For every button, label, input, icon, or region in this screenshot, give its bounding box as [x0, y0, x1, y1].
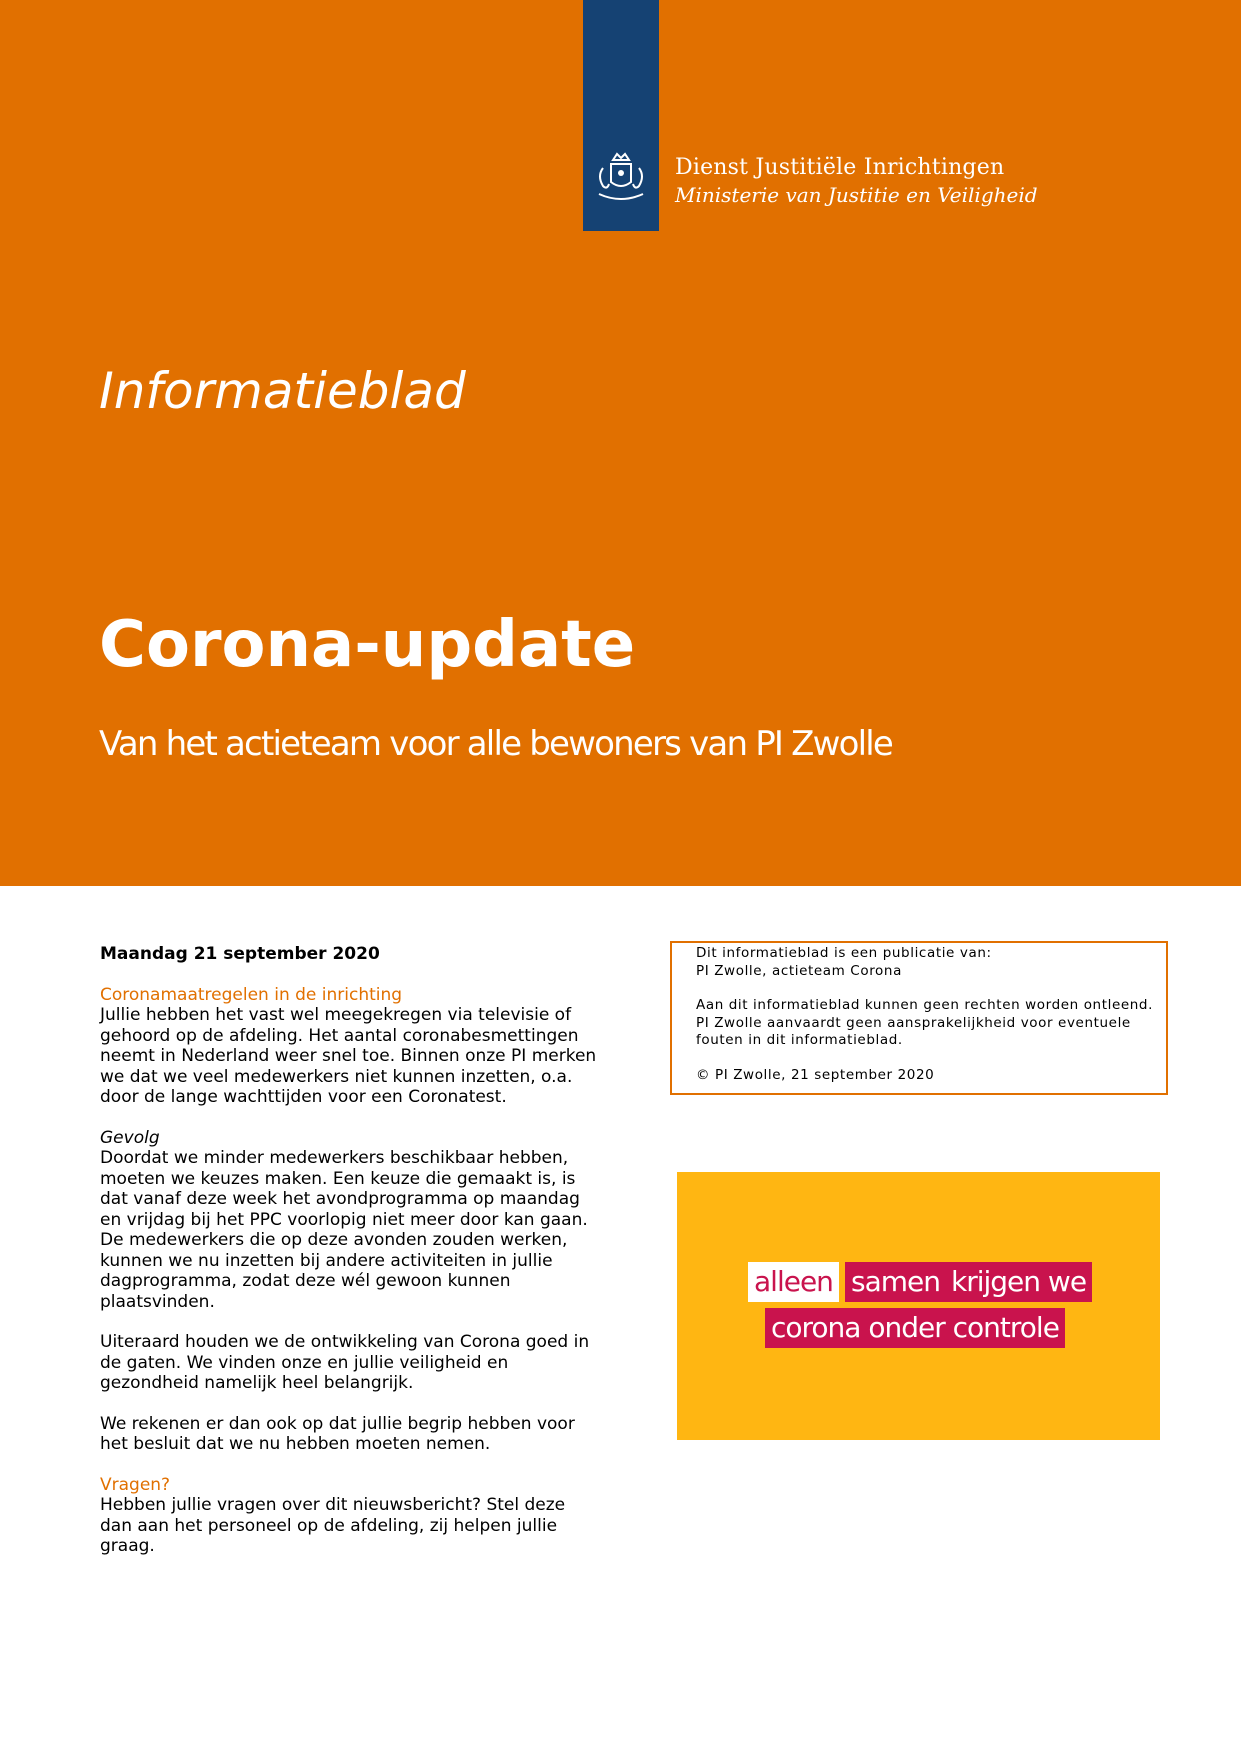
organization-name: Dienst Justitiële Inrichtingen: [675, 155, 1005, 180]
paragraph: Uiteraard houden we de ontwikkeling van Corona goed in de gaten. We vinden onze en jullie veiligheid en gezondheid namelijk heel belangrijk.: [100, 1332, 590, 1393]
main-content: [100, 944, 600, 1557]
page-subtitle: Van het actieteam voor alle bewoners van PI Zwolle: [99, 724, 893, 764]
paragraph: We rekenen er dan ook op dat jullie begrip hebben voor het besluit dat we nu hebben moeten nemen.: [100, 1413, 575, 1454]
copyright-line: © PI Zwolle, 21 september 2020: [696, 1066, 935, 1083]
info-line: PI Zwolle aanvaardt geen aansprakelijkheid voor eventuele fouten in dit informatieblad.: [696, 1014, 1131, 1048]
section-heading: Vragen?: [100, 1474, 171, 1495]
campaign-word: samen: [845, 1262, 946, 1302]
paragraph: Doordat we minder medewerkers beschikbaar hebben, moeten we keuzes maken. Een keuze die gemaakt is, is dat vanaf deze week het avondprogramma op maandag en vrijdag bij het PPC voorlopig niet meer door kan gaan.: [100, 1148, 588, 1230]
paragraph: De medewerkers die op deze avonden zouden werken, kunnen we nu inzetten bij andere activiteiten in jullie dagprogramma, zodat deze wél gewoon kunnen plaatsvinden.: [100, 1230, 568, 1312]
campaign-word: krijgen we: [945, 1262, 1092, 1302]
document-type: Informatieblad: [99, 362, 466, 420]
paragraph: Jullie hebben het vast wel meegekregen via televisie of gehoord op de afdeling. Het aantal coronabesmettingen neemt in Nederland weer snel toe. Binnen onze PI merken we dat we veel medewerkers niet kunnen inzetten, o.a. door de lange wachttijden voor een Coronatest.: [100, 1005, 597, 1107]
info-line: PI Zwolle, actieteam Corona: [696, 962, 902, 979]
campaign-line: corona onder controle: [765, 1308, 1065, 1348]
publication-date: Maandag 21 september 2020: [100, 944, 380, 964]
section-heading: Gevolg: [100, 1127, 160, 1148]
section-heading: Coronamaatregelen in de inrichting: [100, 984, 403, 1005]
campaign-word: alleen: [748, 1262, 839, 1302]
paragraph: Hebben jullie vragen over dit nieuwsbericht? Stel deze dan aan het personeel op de afdeling, zij helpen jullie graag.: [100, 1495, 566, 1556]
ministry-name: Ministerie van Justitie en Veiligheid: [675, 183, 1038, 207]
page-title: Corona-update: [99, 608, 636, 682]
publication-info-box: [670, 941, 1168, 1095]
coat-of-arms-icon: [589, 150, 653, 210]
info-line: Dit informatieblad is een publicatie van:: [696, 945, 992, 961]
government-logo: [583, 0, 659, 231]
campaign-banner: [677, 1172, 1160, 1440]
info-line: Aan dit informatieblad kunnen geen rechten worden ontleend.: [696, 997, 1153, 1013]
